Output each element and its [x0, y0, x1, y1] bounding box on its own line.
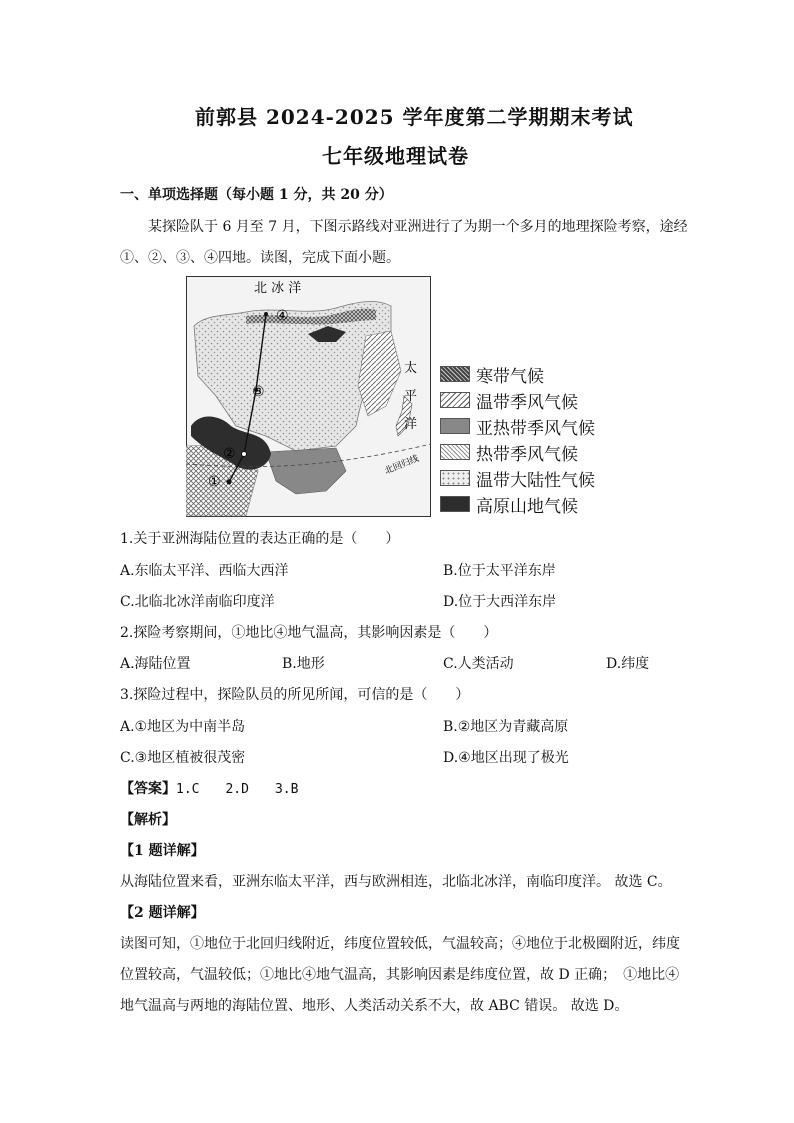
answer-text: 1.C 2.D 3.B	[176, 782, 299, 797]
tropic-label: 北回归线	[383, 454, 421, 477]
pacific-label-3: 洋	[404, 417, 418, 432]
point-3-label: ③	[252, 384, 265, 400]
q2-option-d: D.纬度	[606, 656, 650, 672]
legend-item-subtropical: 亚热带季风气候	[440, 415, 595, 437]
q1-detail-label: 【1 题详解】	[120, 843, 205, 859]
answer-line	[120, 780, 298, 799]
highland-swatch	[440, 496, 470, 512]
q2-detail-line-1: 读图可知，①地位于北回归线附近，纬度位置较低，气温较高；④地位于北极圈附近，纬度	[120, 936, 680, 952]
continental-swatch	[440, 470, 470, 486]
q1-option-c: C.北临北冰洋南临印度洋	[120, 594, 275, 610]
q2-option-b: B.地形	[282, 656, 325, 672]
exam-title: 前郭县 2024-2025 学年度第二学期期末考试	[195, 105, 634, 129]
intro-line-1: 某探险队于 6 月至 7 月，下图示路线对亚洲进行了为期一个多月的地理探险考察，途经	[148, 219, 688, 235]
q3-option-c: C.③地区植被很茂密	[120, 750, 246, 766]
question-3-stem: 3.探险过程中，探险队员的所见所闻，可信的是（ ）	[120, 687, 470, 703]
q3-option-b: B.②地区为青藏高原	[443, 719, 569, 735]
legend-item-highland: 高原山地气候	[440, 493, 578, 515]
question-2-stem: 2.探险考察期间，①地比④地气温高，其影响因素是（ ）	[120, 625, 498, 641]
arctic-ocean-label: 北 冰 洋	[254, 281, 302, 296]
answer-label: 【答案】	[120, 781, 176, 797]
tropical-swatch	[440, 444, 470, 460]
q3-option-d: D.④地区出现了极光	[443, 750, 569, 766]
section-heading: 一、单项选择题（每小题 1 分，共 20 分）	[120, 187, 393, 203]
point-4-label: ④	[276, 308, 289, 324]
analysis-label: 【解析】	[120, 812, 176, 828]
q2-detail-line-2: 位置较高，气温较低；①地比④地气温高，其影响因素是纬度位置，故 D 正确； ①地比④	[120, 967, 680, 983]
legend-item-tropical: 热带季风气候	[440, 441, 578, 463]
point-2-label: ②	[223, 446, 236, 462]
intro-line-2: ①、②、③、④四地。读图，完成下面小题。	[120, 250, 400, 266]
q1-detail-text: 从海陆位置来看，亚洲东临太平洋，西与欧洲相连，北临北冰洋，南临印度洋。 故选 C。	[120, 874, 672, 890]
legend-item-continental: 温带大陆性气候	[440, 467, 595, 489]
exam-subtitle: 七年级地理试卷	[322, 144, 469, 168]
cold-swatch	[440, 366, 470, 382]
q1-option-d: D.位于大西洋东岸	[443, 594, 557, 610]
subtropical-swatch	[440, 418, 470, 434]
q3-option-a: A.①地区为中南半岛	[120, 719, 246, 735]
q1-option-a: A.东临太平洋、西临大西洋	[120, 563, 289, 579]
pacific-label-2: 平	[404, 389, 418, 404]
legend-item-cold: 寒带气候	[440, 363, 544, 385]
question-1-stem: 1.关于亚洲海陆位置的表达正确的是（ ）	[120, 531, 400, 547]
asia-climate-map	[186, 276, 431, 517]
temperate-monsoon-swatch	[440, 392, 470, 408]
q2-option-a: A.海陆位置	[120, 656, 191, 672]
legend-item-temperate-monsoon: 温带季风气候	[440, 389, 578, 411]
q1-option-b: B.位于太平洋东岸	[443, 563, 556, 579]
point-1-label: ①	[208, 474, 221, 490]
q2-option-c: C.人类活动	[443, 656, 514, 672]
pacific-label-1: 太	[404, 361, 418, 376]
q2-detail-label: 【2 题详解】	[120, 905, 205, 921]
q2-detail-line-3: 地气温高与两地的海陆位置、地形、人类活动关系不大，故 ABC 错误。 故选 D。	[120, 998, 629, 1014]
